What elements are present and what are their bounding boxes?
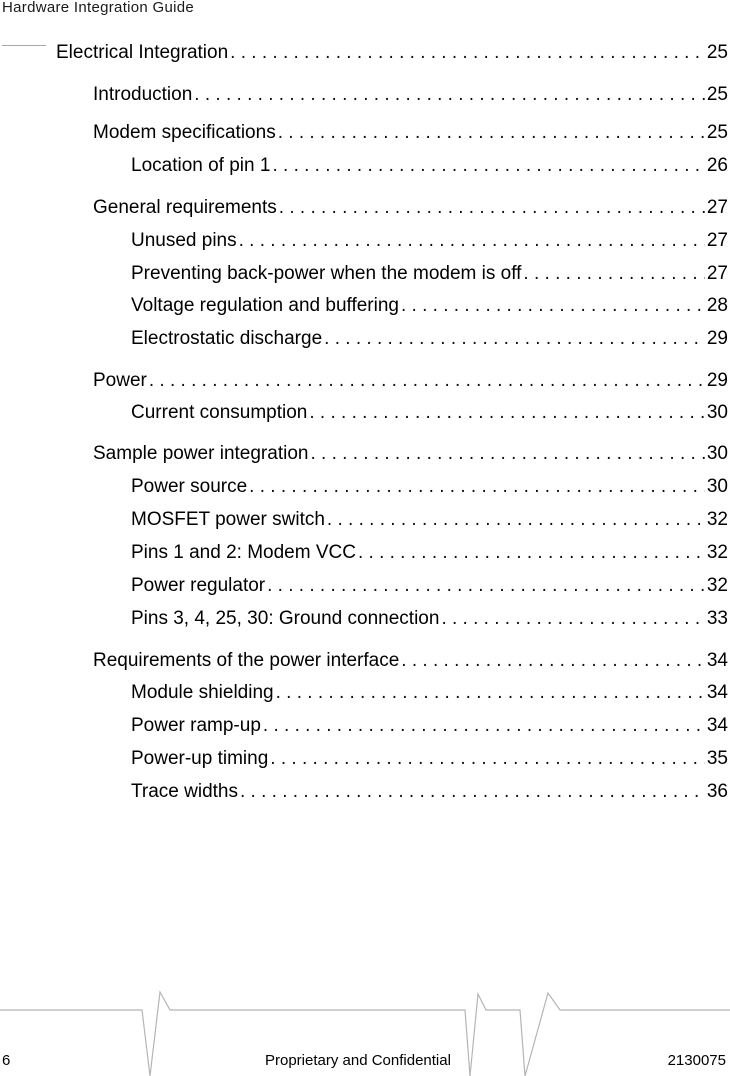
toc-entry-page: 35 xyxy=(706,748,728,769)
toc-entry-page: 26 xyxy=(706,155,728,176)
toc-entry-page: 28 xyxy=(706,295,728,316)
toc-entry-page: 25 xyxy=(706,122,728,143)
toc-entry[interactable] xyxy=(131,746,728,772)
toc-dot-leader xyxy=(263,713,705,739)
toc-dot-leader xyxy=(310,441,704,467)
toc-entry-title: Voltage regulation and buffering xyxy=(131,295,399,316)
toc-entry-page: 25 xyxy=(706,84,728,105)
toc-dot-leader xyxy=(309,400,704,426)
toc-entry-page: 33 xyxy=(706,608,728,629)
toc-entry-page: 34 xyxy=(706,650,728,671)
toc-entry-title: Location of pin 1 xyxy=(131,155,271,176)
toc-entry-title: Preventing back-power when the modem is off xyxy=(131,263,522,284)
toc-entry[interactable] xyxy=(93,82,728,108)
toc-entry-title: Unused pins xyxy=(131,230,237,251)
toc-dot-leader xyxy=(272,153,704,179)
toc-entry-page: 30 xyxy=(706,476,728,497)
toc-dot-leader xyxy=(324,326,705,352)
toc-dot-leader xyxy=(401,293,705,319)
toc-dot-leader xyxy=(270,746,705,772)
toc-entry-page: 27 xyxy=(706,197,728,218)
toc-dot-leader xyxy=(401,648,705,674)
toc-dot-leader xyxy=(276,680,705,706)
toc-entry-page: 29 xyxy=(706,328,728,349)
toc-dot-leader xyxy=(149,368,705,394)
toc-entry-title: Power ramp-up xyxy=(131,715,261,736)
toc-entry-page: 30 xyxy=(706,443,728,464)
toc-entry-title: Pins 1 and 2: Modem VCC xyxy=(131,542,356,563)
toc-entry[interactable] xyxy=(131,680,728,706)
toc-entry-title: Power-up timing xyxy=(131,748,269,769)
toc-entry[interactable] xyxy=(93,648,728,674)
header-rule xyxy=(2,45,46,46)
toc-dot-leader xyxy=(249,474,705,500)
toc-entry-page: 30 xyxy=(706,402,728,423)
toc-entry-title: Introduction xyxy=(93,84,193,105)
toc-entry[interactable] xyxy=(93,441,728,467)
toc-entry[interactable] xyxy=(131,474,728,500)
toc-entry-page: 27 xyxy=(706,230,728,251)
toc-entry-title: Modem specifications xyxy=(93,122,276,143)
toc-entry-title: Power regulator xyxy=(131,575,266,596)
toc-entry[interactable] xyxy=(131,261,728,287)
toc-entry[interactable] xyxy=(131,573,728,599)
toc-entry-title: MOSFET power switch xyxy=(131,509,325,530)
footer-doc-number: 2130075 xyxy=(667,1052,726,1069)
toc-dot-leader xyxy=(358,540,705,566)
toc-entry-title: Sample power integration xyxy=(93,443,309,464)
toc-dot-leader xyxy=(194,82,705,108)
toc-entry-title: Electrical Integration xyxy=(56,42,229,63)
toc-entry-page: 32 xyxy=(706,575,728,596)
toc-dot-leader xyxy=(327,507,705,533)
toc-dot-leader xyxy=(230,40,705,66)
toc-dot-leader xyxy=(279,195,705,221)
toc-entry-title: Module shielding xyxy=(131,682,274,703)
running-header: Hardware Integration Guide xyxy=(2,0,195,16)
toc-entry-page: 32 xyxy=(706,509,728,530)
toc-entry[interactable] xyxy=(131,606,728,632)
toc-entry-title: Power xyxy=(93,370,147,391)
toc-entry[interactable] xyxy=(131,293,728,319)
toc-entry[interactable] xyxy=(131,779,728,805)
toc-entry[interactable] xyxy=(131,540,728,566)
toc-entry-title: Electrostatic discharge xyxy=(131,328,323,349)
toc-dot-leader xyxy=(441,606,704,632)
toc-entry-title: General requirements xyxy=(93,197,277,218)
toc-entry[interactable] xyxy=(131,400,728,426)
toc-entry-page: 32 xyxy=(706,542,728,563)
toc-entry-page: 29 xyxy=(706,370,728,391)
toc-entry[interactable] xyxy=(93,195,728,221)
toc-dot-leader xyxy=(240,779,705,805)
toc-entry[interactable] xyxy=(131,228,728,254)
toc-entry[interactable] xyxy=(131,326,728,352)
toc-entry-title: Pins 3, 4, 25, 30: Ground connection xyxy=(131,608,440,629)
toc-dot-leader xyxy=(278,120,705,146)
toc-entry[interactable] xyxy=(93,368,728,394)
footer-page-number: 6 xyxy=(2,1052,11,1069)
toc-entry[interactable] xyxy=(131,713,728,739)
toc-entry-title: Requirements of the power interface xyxy=(93,650,400,671)
toc-dot-leader xyxy=(267,573,705,599)
toc-entry[interactable] xyxy=(131,153,728,179)
toc-entry-page: 34 xyxy=(706,715,728,736)
toc-entry-page: 34 xyxy=(706,682,728,703)
toc-dot-leader xyxy=(523,261,704,287)
toc-entry-title: Trace widths xyxy=(131,781,238,802)
toc-entry[interactable] xyxy=(131,507,728,533)
footer-confidentiality: Proprietary and Confidential xyxy=(265,1052,451,1069)
toc-entry[interactable] xyxy=(56,40,728,66)
toc-dot-leader xyxy=(239,228,705,254)
toc-entry-page: 27 xyxy=(706,263,728,284)
toc-entry-title: Current consumption xyxy=(131,402,308,423)
toc-entry-page: 36 xyxy=(706,781,728,802)
toc-entry-page: 25 xyxy=(706,42,728,63)
toc-entry[interactable] xyxy=(93,120,728,146)
toc-entry-title: Power source xyxy=(131,476,248,497)
